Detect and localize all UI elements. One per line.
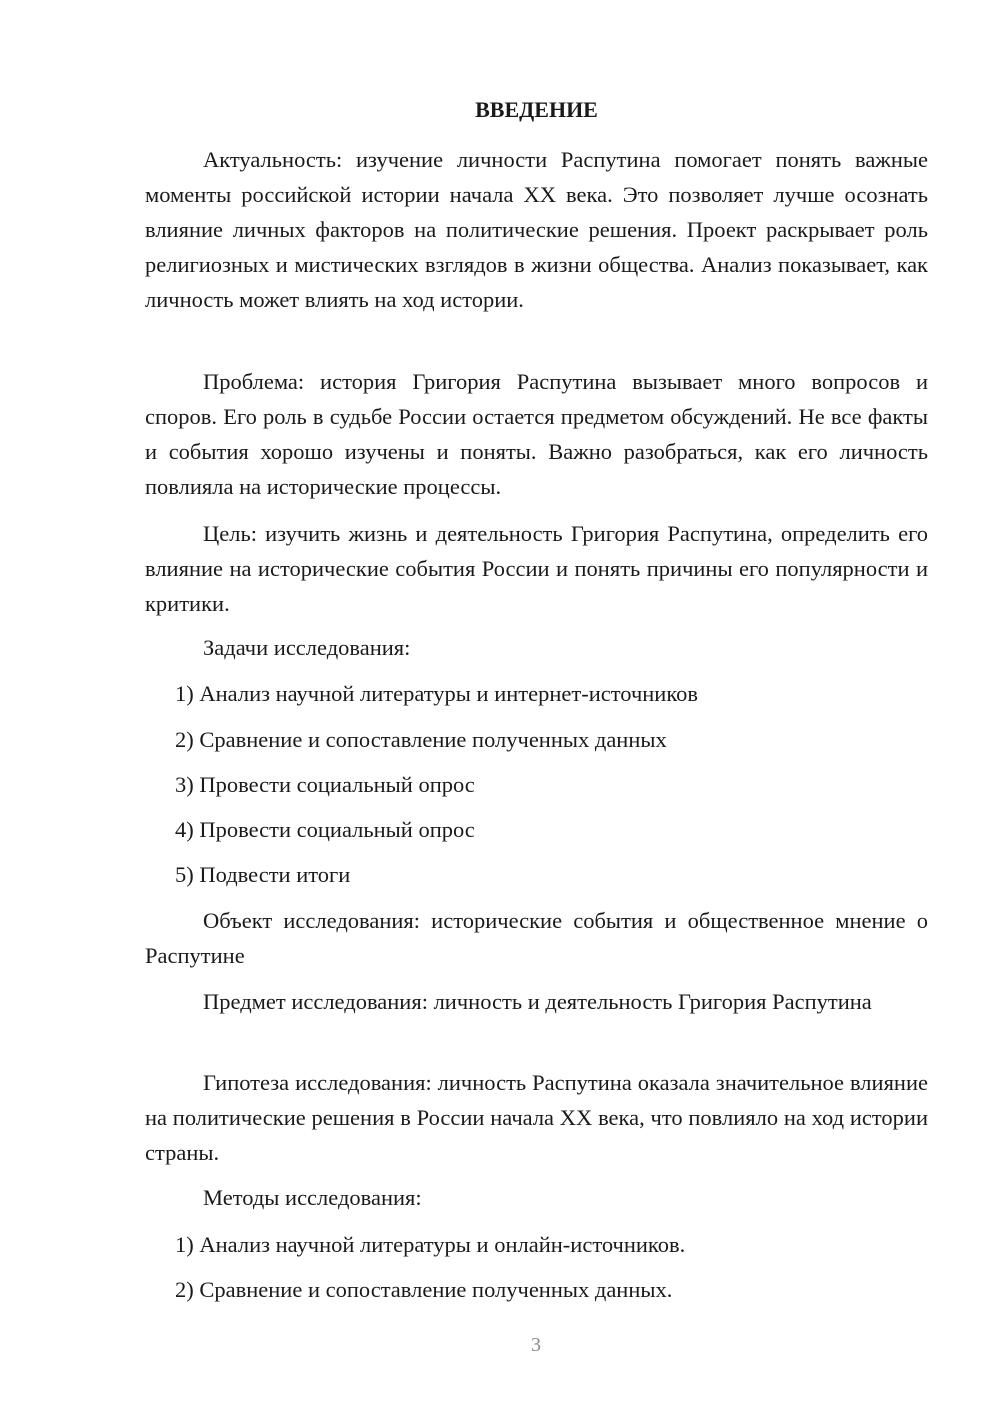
task-item-3: 3) Провести социальный опрос [175, 772, 475, 797]
object-paragraph: Объект исследования: исторические события и общественное мнение о Распутине [145, 908, 928, 968]
page-number: 3 [531, 1334, 541, 1356]
method-item-1: 1) Анализ научной литературы и онлайн-источников. [175, 1232, 686, 1257]
task-item-5: 5) Подвести итоги [175, 862, 351, 887]
hypothesis-paragraph: Гипотеза исследования: личность Распутина оказала значительное влияние на политические решения в России начала XX века, что повлияло на ход истории страны. [145, 1070, 928, 1165]
task-item-1: 1) Анализ научной литературы и интернет-источников [175, 681, 699, 706]
method-item-2: 2) Сравнение и сопоставление полученных данных. [175, 1277, 673, 1302]
task-item-2: 2) Сравнение и сопоставление полученных данных [175, 727, 667, 752]
relevance-paragraph: Актуальность: изучение личности Распутина помогает понять важные моменты российской истории начала XX века. Это позволяет лучше осознать влияние личных факторов на политические решения. Проект раскрывает роль религиозных и мистических взглядов в жизни общества. Анализ показывает, как личность может влиять на ход истории. [145, 147, 928, 312]
problem-paragraph: Проблема: история Григория Распутина вызывает много вопросов и споров. Его роль в судьбе России остается предметом обсуждений. Не все факты и события хорошо изучены и поняты. Важно разобраться, как его личность повлияла на исторические процессы. [145, 369, 928, 499]
task-item-4: 4) Провести социальный опрос [175, 817, 475, 842]
goal-paragraph: Цель: изучить жизнь и деятельность Григория Распутина, определить его влияние на исторические события России и понять причины его популярности и критики. [145, 521, 928, 616]
tasks-heading: Задачи исследования: [203, 635, 411, 660]
section-heading: ВВЕДЕНИЕ [475, 97, 598, 122]
methods-heading: Методы исследования: [203, 1185, 422, 1210]
subject-paragraph: Предмет исследования: личность и деятельность Григория Распутина [203, 989, 872, 1014]
